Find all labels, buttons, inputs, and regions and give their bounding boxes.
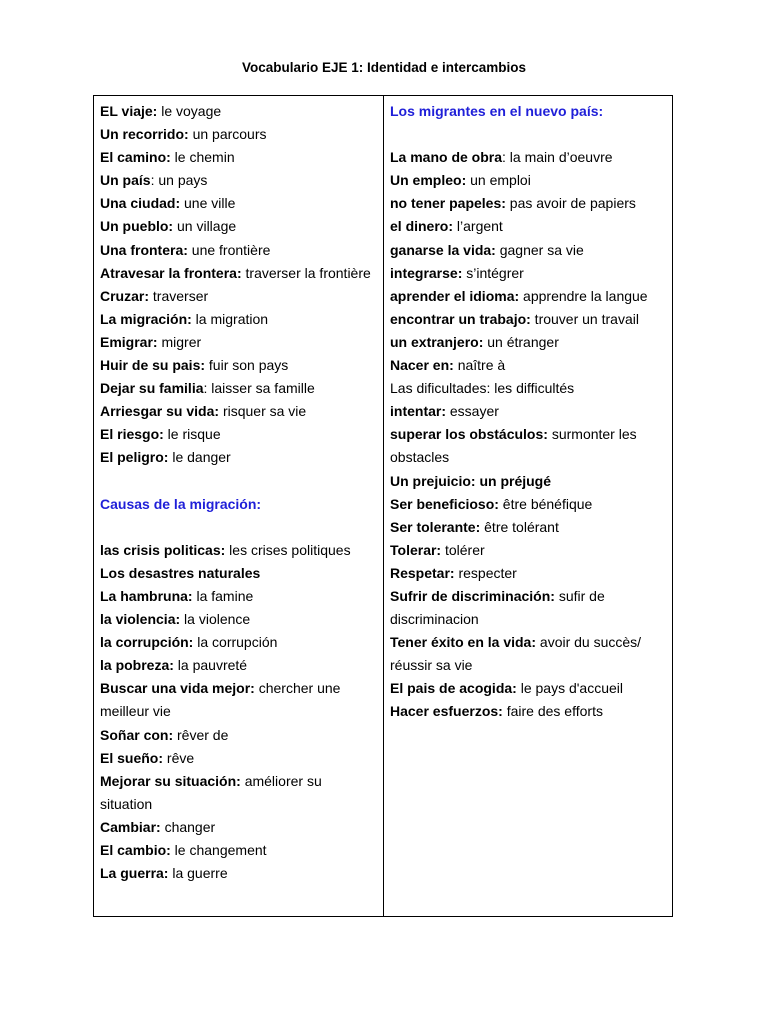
vocab-translation: la guerre [168, 865, 228, 882]
vocab-term: Ser beneficioso: [390, 495, 499, 512]
page-title: Vocabulario EJE 1: Identidad e intercambios [241, 60, 527, 75]
vocab-term: El sueño: [100, 749, 164, 766]
vocab-translation: un village [173, 218, 237, 235]
vocab-term: Un país [100, 172, 151, 189]
vocab-entry [100, 585, 378, 608]
vocab-translation: Las dificultades: les difficultés [390, 380, 575, 397]
vocab-entry [100, 100, 378, 123]
vocab-entry [100, 192, 378, 215]
vocab-translation: essayer [446, 403, 499, 420]
vocab-term: integrarse: [390, 264, 463, 281]
vocab-translation: le changement [170, 842, 267, 858]
vocab-term: Atravesar la frontera: [100, 264, 242, 281]
section-heading: Causas de la migración: [100, 495, 262, 512]
vocab-translation: trouver un travail [530, 310, 639, 327]
vocab-translation: une ville [180, 195, 236, 212]
vocab-translation: : la main d’oeuvre [502, 149, 613, 166]
vocab-term: un extranjero: [390, 333, 484, 350]
vocab-term: El pais de acogida: [390, 680, 517, 697]
vocab-term: Mejorar su situación: [100, 772, 241, 789]
vocab-translation: meilleur vie [100, 703, 171, 720]
vocab-entry [390, 400, 667, 423]
vocab-term: Un pueblo: [100, 218, 174, 235]
vocab-entry [390, 377, 667, 400]
vocab-term: Soñar con: [100, 726, 174, 743]
vocab-entry [100, 677, 378, 700]
vocab-term: intentar: [390, 403, 446, 420]
vocab-term: Cruzar: [100, 287, 150, 304]
vocab-translation: migrer [157, 333, 202, 350]
vocab-translation: surmonter les [547, 426, 637, 443]
vocab-entry [100, 654, 378, 677]
vocab-entry [390, 470, 667, 493]
vocab-translation: naître à [453, 357, 506, 374]
vocab-entry [390, 585, 667, 608]
vocab-term: Hacer esfuerzos: [390, 703, 503, 720]
vocab-entry [390, 308, 667, 331]
vocab-translation: une frontière [187, 241, 271, 258]
vocab-entry [100, 423, 378, 446]
vocab-translation: le voyage [157, 103, 222, 119]
vocab-entry [100, 146, 378, 169]
vocab-term: Arriesgar su vida: [100, 403, 220, 420]
vocab-translation: la famine [192, 587, 254, 604]
vocab-translation: s’intégrer [462, 264, 524, 281]
vocab-term: encontrar un trabajo: [390, 310, 531, 327]
vocab-term: El cambio: [100, 842, 171, 858]
vocab-term: Un empleo: [390, 172, 467, 189]
vocab-term: La migración: [100, 310, 192, 327]
vocab-translation: la pauvreté [173, 657, 248, 674]
vocab-term: la corrupción: [100, 634, 194, 651]
vocab-translation: apprendre la langue [519, 287, 648, 304]
vocab-entry [390, 239, 667, 262]
vocab-term: El camino: [100, 149, 171, 166]
vocab-entry [100, 446, 378, 469]
vocab-term: Dejar su familia [100, 380, 204, 397]
vocab-translation: discriminacion [390, 611, 479, 628]
vocab-entry [390, 215, 667, 238]
vocab-entry [100, 793, 378, 816]
vocab-term: la violencia: [100, 611, 181, 628]
section-heading: Los migrantes en el nuevo país: [390, 103, 604, 119]
vocab-translation: changer [160, 818, 216, 835]
vocab-entry [390, 423, 667, 446]
vocab-entry [100, 724, 378, 747]
vocab-entry [390, 169, 667, 192]
vocab-term: Un recorrido: [100, 126, 189, 143]
vocab-term: Una ciudad: [100, 195, 181, 212]
vocab-entry [390, 562, 667, 585]
vocab-entry [390, 493, 667, 516]
vocab-term: el dinero: [390, 218, 454, 235]
vocab-entry [390, 146, 667, 169]
vocab-term: Una frontera: [100, 241, 188, 258]
vocab-term: no tener papeles: [390, 195, 506, 212]
vocab-translation: améliorer su [240, 772, 322, 789]
vocab-term: Tener éxito en la vida: [390, 634, 537, 651]
vocab-term: Tolerar: [390, 541, 442, 558]
vocab-term: superar los obstáculos: [390, 426, 548, 443]
vocab-term: EL viaje: [100, 103, 158, 119]
vocab-entry [390, 700, 667, 723]
vocab-translation: l’argent [453, 218, 503, 235]
vocab-translation: rêve [163, 749, 195, 766]
vocab-translation: être tolérant [480, 518, 559, 535]
vocab-term: El peligro: [100, 449, 169, 466]
vocab-translation: le pays d'accueil [516, 680, 624, 697]
vocab-translation: la migration [191, 310, 269, 327]
vocab-term: Nacer en: [390, 357, 454, 374]
vocab-term: Respetar: [390, 564, 455, 581]
vocab-entry [100, 608, 378, 631]
vocab-entry [100, 839, 378, 862]
vocab-entry [100, 239, 378, 262]
left-column [94, 96, 384, 916]
vocab-translation: : un pays [150, 172, 208, 189]
vocab-term: El riesgo: [100, 426, 164, 443]
vocab-entry [390, 608, 667, 631]
vocab-entry [390, 354, 667, 377]
vocab-term: Un prejuicio: un préjugé [390, 472, 552, 489]
vocab-entry [390, 192, 667, 215]
vocab-translation: un emploi [466, 172, 531, 189]
vocab-term: La guerra: [100, 865, 169, 882]
vocab-term: La hambruna: [100, 587, 193, 604]
vocab-translation: fuir son pays [205, 357, 289, 374]
vocab-entry [100, 123, 378, 146]
vocab-translation: respecter [454, 564, 517, 581]
vocab-term: la pobreza: [100, 657, 174, 674]
vocab-entry [390, 654, 667, 677]
vocab-entry [100, 308, 378, 331]
vocab-translation: traverser [149, 287, 209, 304]
vocab-entry [100, 539, 378, 562]
blank-line [100, 470, 378, 493]
vocab-term: Sufrir de discriminación: [390, 587, 555, 604]
vocab-translation: le danger [168, 449, 231, 466]
vocab-translation: : laisser sa famille [203, 380, 315, 397]
vocab-translation: chercher une [254, 680, 341, 697]
vocab-entry [390, 516, 667, 539]
vocab-entry [390, 539, 667, 562]
vocab-translation: pas avoir de papiers [505, 195, 636, 212]
vocab-entry [100, 631, 378, 654]
vocab-translation: faire des efforts [502, 703, 603, 720]
vocab-translation: la corrupción [193, 634, 278, 651]
vocab-term: aprender el idioma: [390, 287, 520, 304]
vocab-entry [100, 700, 378, 723]
vocab-entry [390, 677, 667, 700]
vocab-entry [100, 562, 378, 585]
vocab-entry [100, 285, 378, 308]
vocab-entry [100, 770, 378, 793]
vocab-translation: le chemin [170, 149, 235, 166]
vocab-entry [100, 747, 378, 770]
vocab-translation: traverser la frontière [241, 264, 371, 281]
vocab-translation: obstacles [390, 449, 450, 466]
vocab-term: Los desastres naturales [100, 564, 261, 581]
vocab-translation: le risque [163, 426, 221, 443]
vocab-entry [100, 862, 378, 885]
vocab-translation: situation [100, 795, 153, 812]
vocab-term: Huir de su pais: [100, 357, 206, 374]
blank-line [390, 123, 667, 146]
vocab-translation: rêver de [173, 726, 229, 743]
vocab-entry [100, 354, 378, 377]
vocab-translation: un étranger [483, 333, 559, 350]
vocab-term: Ser tolerante: [390, 518, 481, 535]
vocab-entry [100, 215, 378, 238]
vocab-entry [100, 400, 378, 423]
vocab-term: Buscar una vida mejor: [100, 680, 255, 697]
vocabulary-table [93, 95, 673, 917]
vocab-entry [100, 262, 378, 285]
vocab-entry [100, 331, 378, 354]
vocab-term: las crisis politicas: [100, 541, 226, 558]
vocab-translation: être bénéfique [498, 495, 593, 512]
vocab-entry [390, 446, 667, 469]
vocab-term: ganarse la vida: [390, 241, 496, 258]
vocab-entry [390, 262, 667, 285]
vocab-translation: tolérer [441, 541, 485, 558]
vocab-term: La mano de obra [390, 149, 503, 166]
vocab-translation: réussir sa vie [390, 657, 473, 674]
vocab-term: Cambiar: [100, 818, 161, 835]
vocab-translation: la violence [180, 611, 251, 628]
vocab-translation: gagner sa vie [495, 241, 584, 258]
vocab-entry [390, 331, 667, 354]
right-column [384, 96, 672, 916]
blank-line [100, 516, 378, 539]
vocab-entry [100, 816, 378, 839]
vocab-translation: les crises politiques [225, 541, 351, 558]
vocab-entry [390, 631, 667, 654]
vocab-entry [390, 285, 667, 308]
vocab-entry [100, 377, 378, 400]
vocab-entry [100, 169, 378, 192]
vocab-translation: avoir du succès/ [536, 634, 642, 651]
vocab-translation: risquer sa vie [219, 403, 307, 420]
vocab-translation: un parcours [188, 126, 267, 143]
vocab-translation: sufir de [554, 587, 605, 604]
vocab-term: Emigrar: [100, 333, 158, 350]
